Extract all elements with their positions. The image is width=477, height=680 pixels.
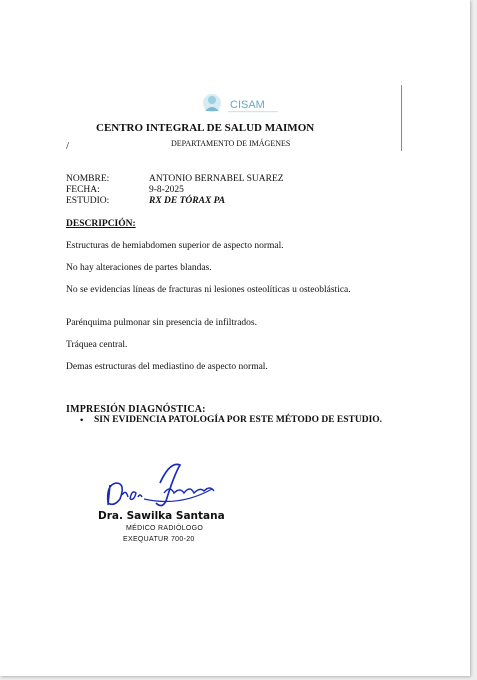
date-value: 9-8-2025	[149, 185, 184, 195]
impression-heading: IMPRESIÓN DIAGNÓSTICA:	[66, 404, 206, 415]
organization-name: CENTRO INTEGRAL DE SALUD MAIMON	[96, 122, 315, 134]
name-label: NOMBRE:	[66, 174, 110, 184]
description-paragraph: Parénquima pulmonar sin presencia de infiltrados.	[66, 318, 258, 328]
bullet-icon: •	[80, 416, 84, 426]
description-paragraph: Tráquea central.	[66, 340, 128, 350]
study-label: ESTUDIO:	[66, 196, 110, 206]
description-paragraph: No hay alteraciones de partes blandas.	[66, 263, 212, 273]
header-divider	[401, 85, 402, 151]
doctor-role: MÉDICO RADIÓLOGO	[126, 525, 204, 532]
handwritten-signature	[100, 455, 220, 515]
description-paragraph: No se evidencias líneas de fracturas ni lesiones osteolíticas u osteoblástica.	[66, 285, 351, 295]
description-paragraph: Estructuras de hemiabdomen superior de aspecto normal.	[66, 241, 284, 251]
doctor-exequatur: EXEQUATUR 700-20	[123, 536, 195, 543]
description-paragraph: Demas estructuras del mediastino de aspecto normal.	[66, 362, 268, 372]
study-value: RX DE TÓRAX PA	[149, 196, 226, 206]
date-label: FECHA:	[66, 185, 100, 195]
doctor-name: Dra. Sawilka Santana	[98, 510, 225, 522]
department-name: DEPARTAMENTO DE IMÁGENES	[171, 139, 291, 148]
name-value: ANTONIO BERNABEL SUAREZ	[149, 174, 284, 184]
slash-mark: /	[66, 140, 70, 152]
impression-item: SIN EVIDENCIA PATOLOGÍA POR ESTE MÉTODO DE ESTUDIO.	[94, 415, 383, 425]
logo-text: CISAM	[230, 99, 265, 111]
description-heading: DESCRIPCIÓN:	[66, 219, 136, 229]
